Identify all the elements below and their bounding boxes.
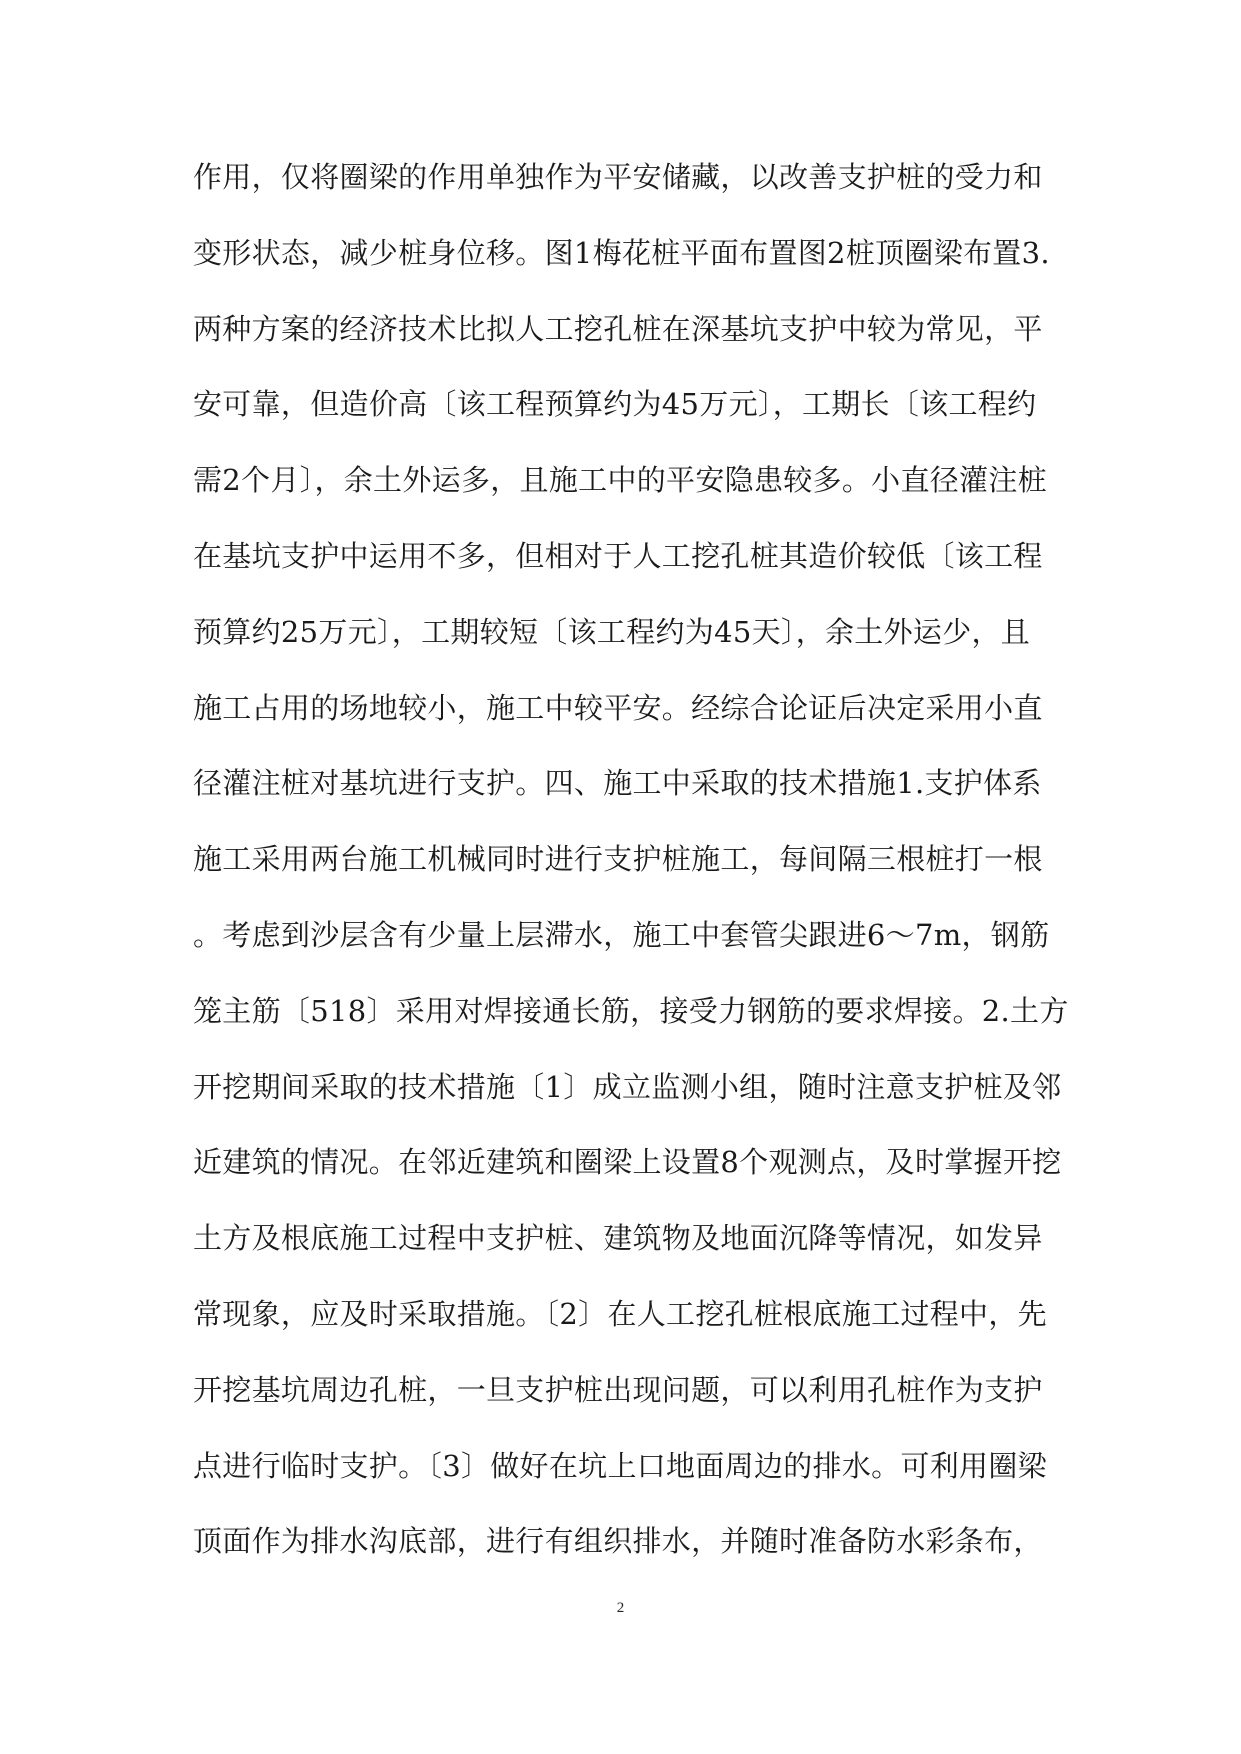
text-line: 作用，仅将圈梁的作用单独作为平安储藏，以改善支护桩的受力和 <box>193 160 1043 194</box>
text-line: 两种方案的经济技术比拟人工挖孔桩在深基坑支护中较为常见，平 <box>193 311 1043 346</box>
text-line: 近建筑的情况。在邻近建筑和圈梁上设置8个观测点，及时掌握开挖 <box>193 1145 1062 1180</box>
body-text <box>193 140 1069 1580</box>
text-line: 安可靠，但造价高〔该工程预算约为45万元〕，工期长〔该工程约 <box>193 387 1037 422</box>
text-line: 径灌注桩对基坑进行支护。四、施工中采取的技术措施1.支护体系 <box>193 766 1042 801</box>
text-line: 。考虑到沙层含有少量上层滞水，施工中套管尖跟进6～7m，钢筋 <box>193 917 1050 952</box>
text-line: 预算约25万元〕，工期较短〔该工程约为45天〕，余土外运少，且 <box>193 614 1031 649</box>
page-number: 2 <box>616 1600 625 1616</box>
text-line: 笼主筋〔518〕采用对焊接通长筋，接受力钢筋的要求焊接。2.土方 <box>193 993 1069 1028</box>
text-line: 需2个月〕，余土外运多，且施工中的平安隐患较多。小直径灌注桩 <box>193 463 1047 498</box>
text-line: 开挖基坑周边孔桩，一旦支护桩出现问题，可以利用孔桩作为支护 <box>193 1372 1043 1407</box>
text-line: 变形状态，减少桩身位移。图1梅花桩平面布置图2桩顶圈梁布置3. <box>193 235 1050 270</box>
text-line: 施工占用的场地较小，施工中较平安。经综合论证后决定采用小直 <box>193 690 1043 725</box>
text-line: 点进行临时支护。〔3〕做好在坑上口地面周边的排水。可利用圈梁 <box>193 1448 1047 1483</box>
text-line: 在基坑支护中运用不多，但相对于人工挖孔桩其造价较低〔该工程 <box>193 538 1043 573</box>
text-line: 施工采用两台施工机械同时进行支护桩施工，每间隔三根桩打一根 <box>193 842 1043 877</box>
text-line: 常现象，应及时采取措施。〔2〕在人工挖孔桩根底施工过程中，先 <box>193 1296 1047 1331</box>
text-line: 开挖期间采取的技术措施〔1〕成立监测小组，随时注意支护桩及邻 <box>193 1069 1062 1104</box>
text-line: 土方及根底施工过程中支护桩、建筑物及地面沉降等情况，如发异 <box>193 1221 1043 1256</box>
text-line: 顶面作为排水沟底部，进行有组织排水，并随时准备防水彩条布， <box>193 1524 1043 1559</box>
